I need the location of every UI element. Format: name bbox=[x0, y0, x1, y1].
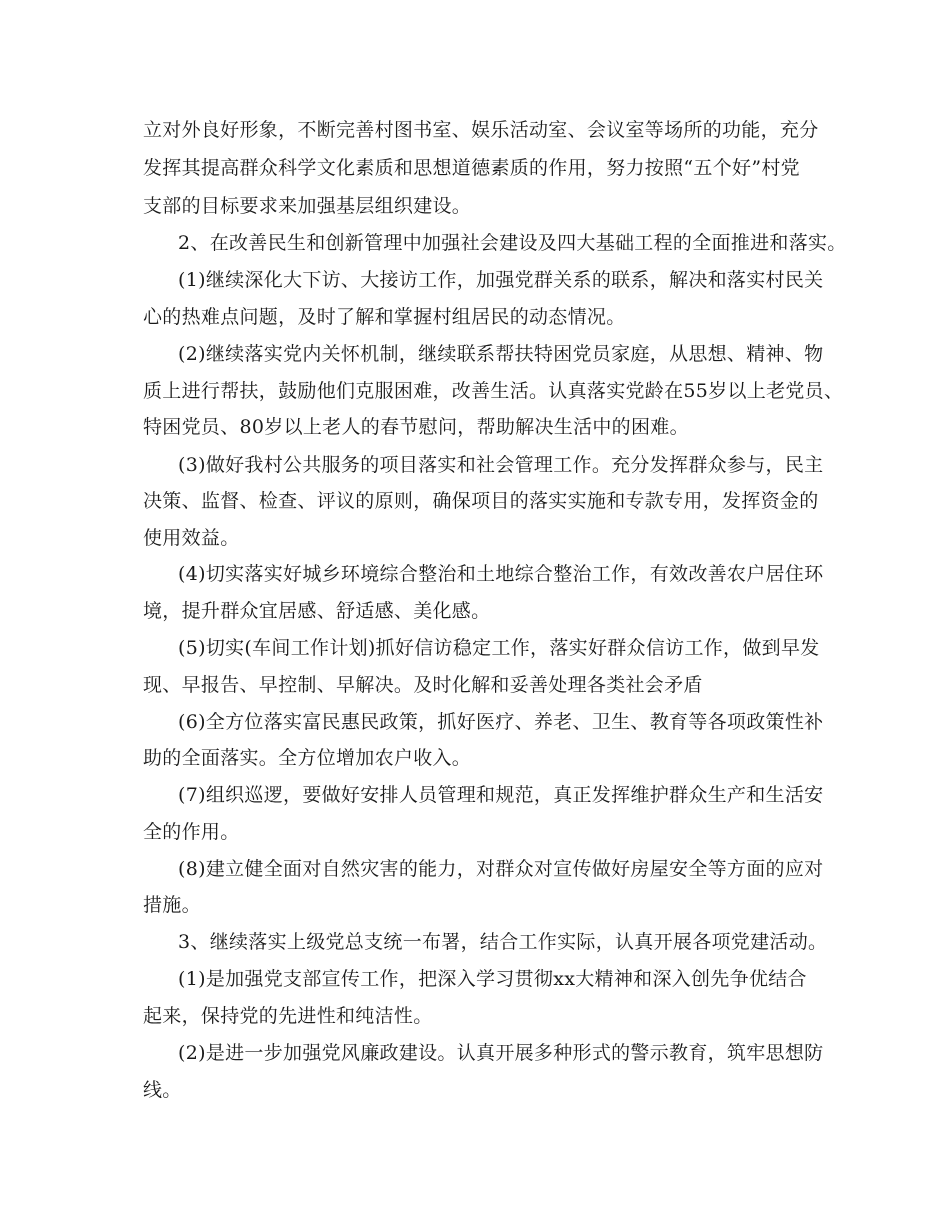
text-line: 立对外良好形象，不断完善村图书室、娱乐活动室、会议室等场所的功能，充分 bbox=[143, 119, 819, 141]
text-line: 质上进行帮扶，鼓励他们克服困难，改善生活。认真落实党龄在55岁以上老党员、 bbox=[143, 380, 844, 402]
text-line: (4)切实落实好城乡环境综合整治和土地综合整治工作，有效改善农户居住环 bbox=[178, 563, 824, 585]
text-line: 全的作用。 bbox=[143, 821, 240, 843]
text-line: 起来，保持党的先进性和纯洁性。 bbox=[143, 1005, 433, 1027]
text-line: (6)全方位落实富民惠民政策，抓好医疗、养老、卫生、教育等各项政策性补 bbox=[178, 711, 824, 733]
text-line: 现、早报告、早控制、早解决。及时化解和妥善处理各类社会矛盾 bbox=[143, 674, 703, 696]
text-line: (7)组织巡逻，要做好安排人员管理和规范，真正发挥维护群众生产和生活安 bbox=[178, 784, 824, 806]
text-line: (1)继续深化大下访、大接访工作，加强党群关系的联系，解决和落实村民关 bbox=[178, 269, 824, 291]
text-line: 境，提升群众宜居感、舒适感、美化感。 bbox=[143, 600, 491, 622]
text-line: (8)建立健全面对自然灾害的能力，对群众对宣传做好房屋安全等方面的应对 bbox=[178, 858, 824, 880]
text-line: (2)继续落实党内关怀机制，继续联系帮扶特困党员家庭，从思想、精神、物 bbox=[178, 343, 824, 365]
text-line: 发挥其提高群众科学文化素质和思想道德素质的作用，努力按照“五个好”村党 bbox=[143, 157, 800, 179]
text-line: 决策、监督、检查、评议的原则，确保项目的落实实施和专款专用，发挥资金的 bbox=[143, 490, 819, 512]
text-line: 助的全面落实。全方位增加农户收入。 bbox=[143, 747, 472, 769]
text-line: 使用效益。 bbox=[143, 527, 240, 549]
text-line: (5)切实(车间工作计划)抓好信访稳定工作，落实好群众信访工作，做到早发 bbox=[178, 637, 820, 659]
text-line: (1)是加强党支部宣传工作，把深入学习贯彻xx大精神和深入创先争优结合 bbox=[178, 968, 807, 990]
text-line: 特困党员、80岁以上老人的春节慰问，帮助解决生活中的困难。 bbox=[143, 416, 689, 438]
text-line: 2、在改善民生和创新管理中加强社会建设及四大基础工程的全面推进和落实。 bbox=[178, 232, 847, 254]
text-line: 3、继续落实上级党总支统一布署，结合工作实际，认真开展各项党建活动。 bbox=[178, 931, 828, 953]
text-line: (2)是进一步加强党风廉政建设。认真开展多种形式的警示教育，筑牢思想防 bbox=[178, 1042, 824, 1064]
text-line: 措施。 bbox=[143, 894, 201, 916]
text-line: 心的热难点问题，及时了解和掌握村组居民的动态情况。 bbox=[143, 306, 626, 328]
text-line: (3)做好我村公共服务的项目落实和社会管理工作。充分发挥群众参与，民主 bbox=[178, 454, 824, 476]
text-line: 线。 bbox=[143, 1079, 182, 1101]
text-line: 支部的目标要求来加强基层组织建设。 bbox=[143, 195, 472, 217]
